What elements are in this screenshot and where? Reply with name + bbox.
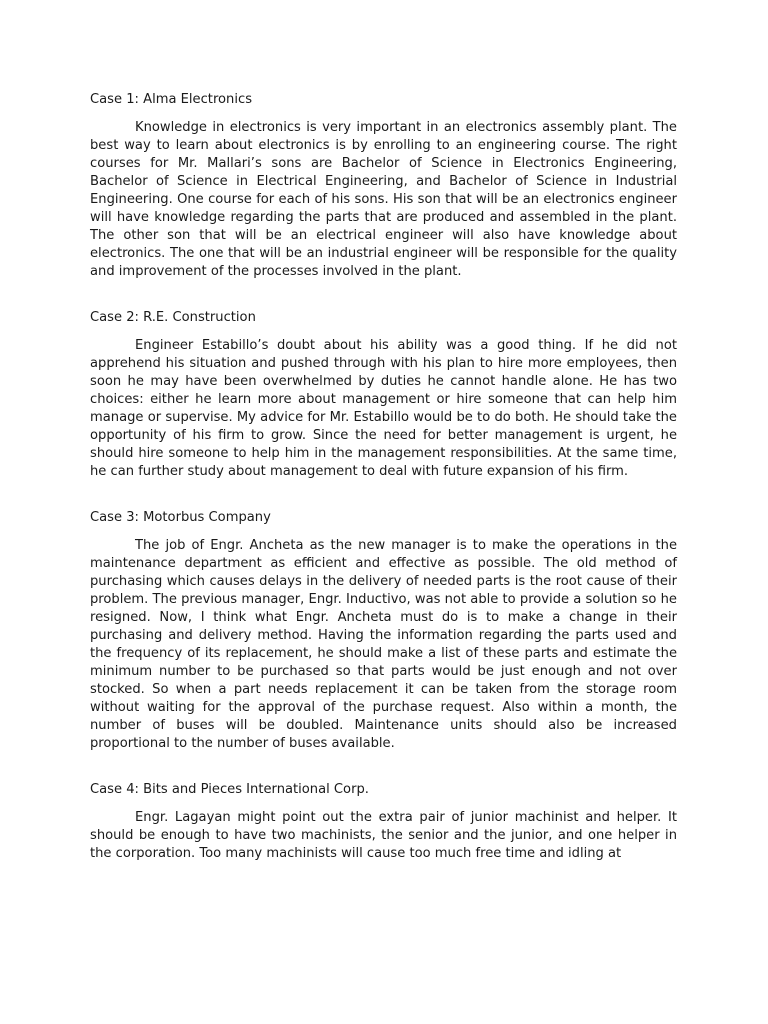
case-1-section xyxy=(90,91,677,281)
case-1-paragraph: Knowledge in electronics is very important in an electronics assembly plant. The best way to learn about electronics is by enrolling to an engineering course. The right courses for Mr. Mallari’s sons are Bachelor of Science in Electronics Engineering, Bachelor of Science in Electrical Engineering, and Bachelor of Science in Industrial Engineering. One course for each of his sons. His son that will be an electronics engineer will have knowledge regarding the parts that are produced and assembled in the plant. The other son that will be an electrical engineer will also have knowledge about electronics. The one that will be an industrial engineer will be responsible for the quality and improvement of the processes involved in the plant. xyxy=(90,120,677,279)
case-2-heading: Case 2: R.E. Construction xyxy=(90,310,256,325)
case-4-paragraph: Engr. Lagayan might point out the extra pair of junior machinist and helper. It should be enough to have two machinists, the senior and the junior, and one helper in the corporation. Too many machinists will cause too much free time and idling at xyxy=(90,810,677,861)
case-2-section xyxy=(90,309,677,481)
case-3-paragraph: The job of Engr. Ancheta as the new manager is to make the operations in the maintenance department as efficient and effective as possible. The old method of purchasing which causes delays in the delivery of needed parts is the root cause of their problem. The previous manager, Engr. Inductivo, was not able to provide a solution so he resigned. Now, I think what Engr. Ancheta must do is to make a change in their purchasing and delivery method. Having the information regarding the parts used and the frequency of its replacement, he should make a list of these parts and estimate the minimum number to be purchased so that parts would be just enough and not over stocked. So when a part needs replacement it can be taken from the storage room without waiting for the approval of the purchase request. Also within a month, the number of buses will be doubled. Maintenance units should also be increased proportional to the number of buses available. xyxy=(90,538,677,751)
case-2-paragraph: Engineer Estabillo’s doubt about his ability was a good thing. If he did not apprehend his situation and pushed through with his plan to hire more employees, then soon he may have been overwhelmed by duties he cannot handle alone. He has two choices: either he learn more about management or hire someone that can help him manage or supervise. My advice for Mr. Estabillo would be to do both. He should take the opportunity of his firm to grow. Since the need for better management is urgent, he should hire someone to help him in the management responsibilities. At the same time, he can further study about management to deal with future expansion of his firm. xyxy=(90,338,677,479)
case-1-heading: Case 1: Alma Electronics xyxy=(90,92,253,107)
case-4-heading: Case 4: Bits and Pieces International Corp. xyxy=(90,782,369,797)
document-page xyxy=(90,91,677,863)
case-4-section xyxy=(90,781,677,863)
case-3-heading: Case 3: Motorbus Company xyxy=(90,510,271,525)
case-3-section xyxy=(90,509,677,753)
